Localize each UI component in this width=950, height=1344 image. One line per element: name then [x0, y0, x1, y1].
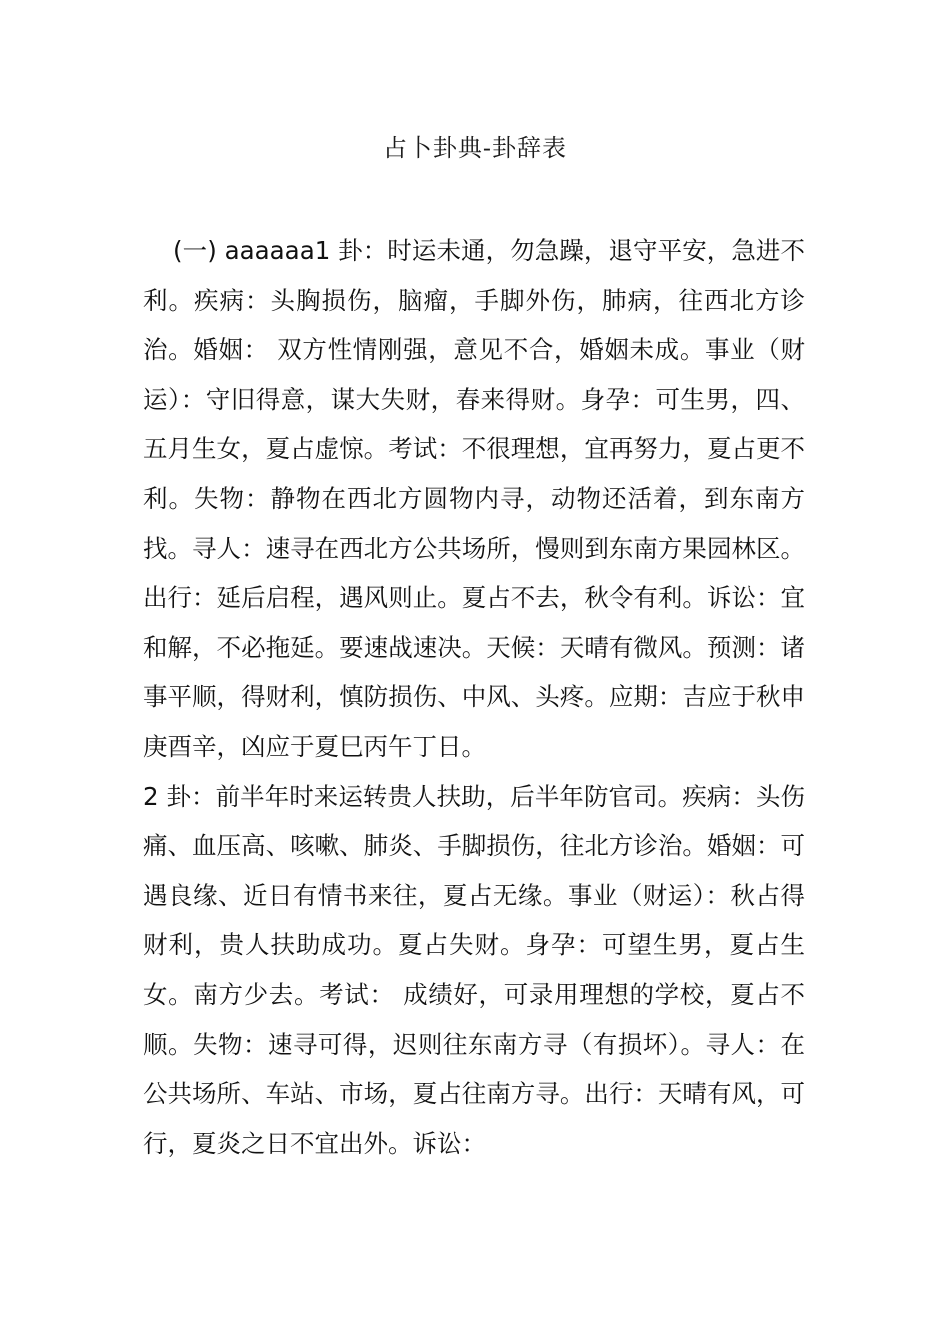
- paragraph-hexagram-1: (一) aaaaaa1 卦：时运未通，勿急躁，退守平安，急进不利。疾病：头胸损伤，脑瘤，手脚外伤，肺病，往西北方诊治。婚姻： 双方性情刚强，意见不合，婚姻未成。事业（财运）：守旧得意，谋大失财，春来得财。身孕：可生男，四、五月生女，夏占虚惊。考试：不很理想，宜再努力，夏占更不利。失物：静物在西北方圆物内寻，动物还活着，到东南方找。寻人：速寻在西北方公共场所，慢则到东南方果园林区。出行：延后启程，遇风则止。夏占不去，秋令有利。诉讼：宜和解，不必拖延。要速战速决。天候：天晴有微风。预测：诸事平顺，得财利，慎防损伤、中风、头疼。应期：吉应于秋申庚酉辛，凶应于夏巳丙午丁日。: [143, 236, 805, 761]
- document-title: 占卜卦典-卦辞表: [382, 134, 568, 162]
- paragraph-hexagram-2: 2 卦：前半年时来运转贵人扶助，后半年防官司。疾病：头伤痛、血压高、咳嗽、肺炎、手脚损伤，往北方诊治。婚姻：可遇良缘、近日有情书来往，夏占无缘。事业（财运）：秋占得财利，贵人扶助成功。夏占失财。身孕：可望生男，夏占生女。南方少去。考试： 成绩好，可录用理想的学校，夏占不顺。失物：速寻可得，迟则往东南方寻（有损坏）。寻人：在公共场所、车站、市场，夏占往南方寻。出行：天晴有风，可行，夏炎之日不宜出外。诉讼：: [143, 781, 805, 1158]
- document-body: [143, 226, 805, 1168]
